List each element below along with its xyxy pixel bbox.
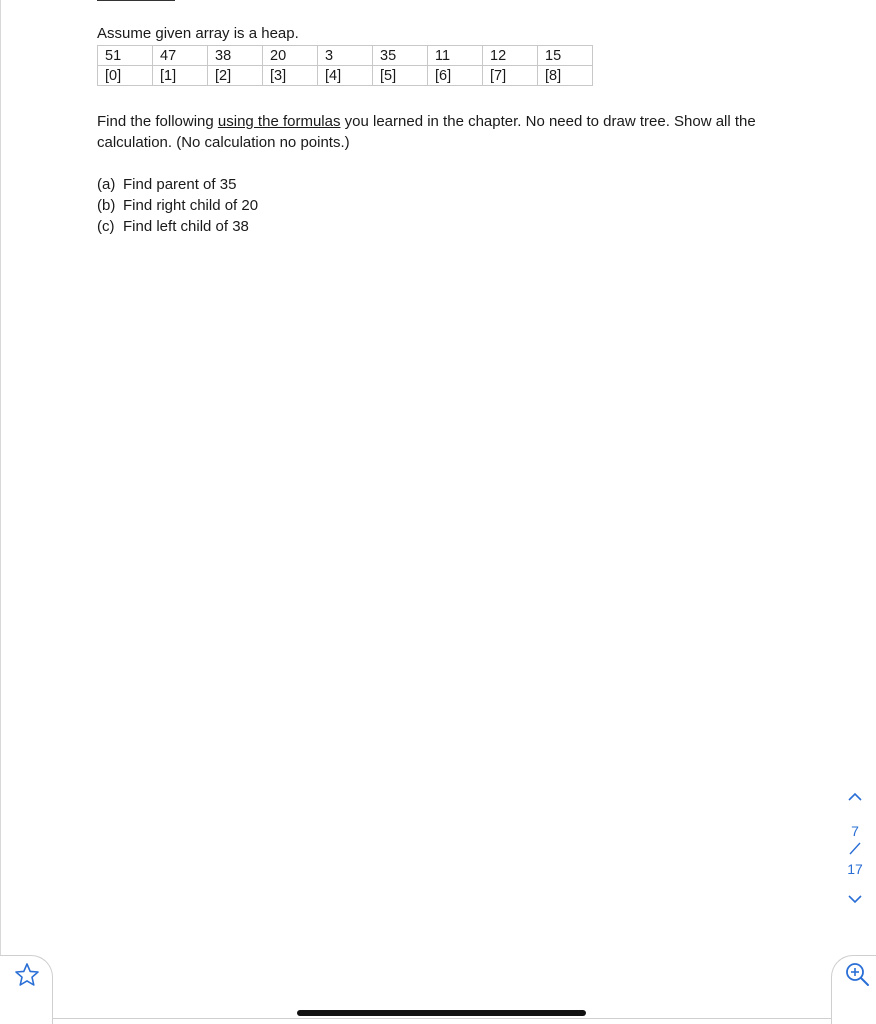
heap-index-cell: [3]: [263, 66, 318, 86]
cutoff-underline: [97, 0, 175, 1]
part-text: Find right child of 20: [123, 197, 259, 214]
zoom-in-icon[interactable]: [844, 961, 870, 987]
heap-value-cell: 20: [263, 46, 318, 66]
intro-text: Assume given array is a heap.: [97, 25, 299, 42]
heap-index-cell: [1]: [153, 66, 208, 86]
part-text: Find parent of 35: [123, 176, 237, 193]
heap-value-cell: 15: [538, 46, 593, 66]
star-icon[interactable]: [14, 962, 40, 988]
question-part-a: [97, 174, 258, 195]
question-part-b: [97, 195, 258, 216]
question-before: Find the following: [97, 113, 218, 130]
page-navigator: [842, 790, 868, 912]
heap-value-cell: 47: [153, 46, 208, 66]
heap-value-cell: 3: [318, 46, 373, 66]
part-text: Find left child of 38: [123, 218, 249, 235]
heap-index-cell: [8]: [538, 66, 593, 86]
part-label: (c): [97, 218, 115, 235]
heap-array-table: [97, 45, 593, 86]
heap-index-cell: [6]: [428, 66, 483, 86]
chevron-down-icon[interactable]: [842, 892, 868, 912]
heap-value-cell: 12: [483, 46, 538, 66]
heap-value-cell: 35: [373, 46, 428, 66]
heap-index-cell: [2]: [208, 66, 263, 86]
heap-value-cell: 11: [428, 46, 483, 66]
part-label: (a): [97, 176, 116, 193]
total-pages-number: 17: [847, 861, 863, 877]
page-separator: [842, 840, 868, 860]
question-after: you learned in the chapter. No need to draw tree. Show all the calculation. (No calculation no points.): [97, 113, 756, 151]
heap-value-cell: 51: [98, 46, 153, 66]
bottom-divider: [52, 1018, 832, 1019]
question-parts: [97, 174, 258, 237]
question-part-c: [97, 216, 258, 237]
heap-values-row: [98, 46, 593, 66]
current-page-number: 7: [851, 823, 859, 839]
heap-index-cell: [7]: [483, 66, 538, 86]
chevron-up-icon[interactable]: [842, 790, 868, 810]
part-label: (b): [97, 197, 116, 214]
home-indicator[interactable]: [297, 1010, 586, 1016]
heap-index-cell: [5]: [373, 66, 428, 86]
question-underlined: using the formulas: [217, 113, 341, 130]
heap-index-cell: [0]: [98, 66, 153, 86]
heap-index-cell: [4]: [318, 66, 373, 86]
heap-indices-row: [98, 66, 593, 86]
page-edge: [0, 0, 1, 955]
question-text: [97, 111, 817, 153]
heap-value-cell: 38: [208, 46, 263, 66]
